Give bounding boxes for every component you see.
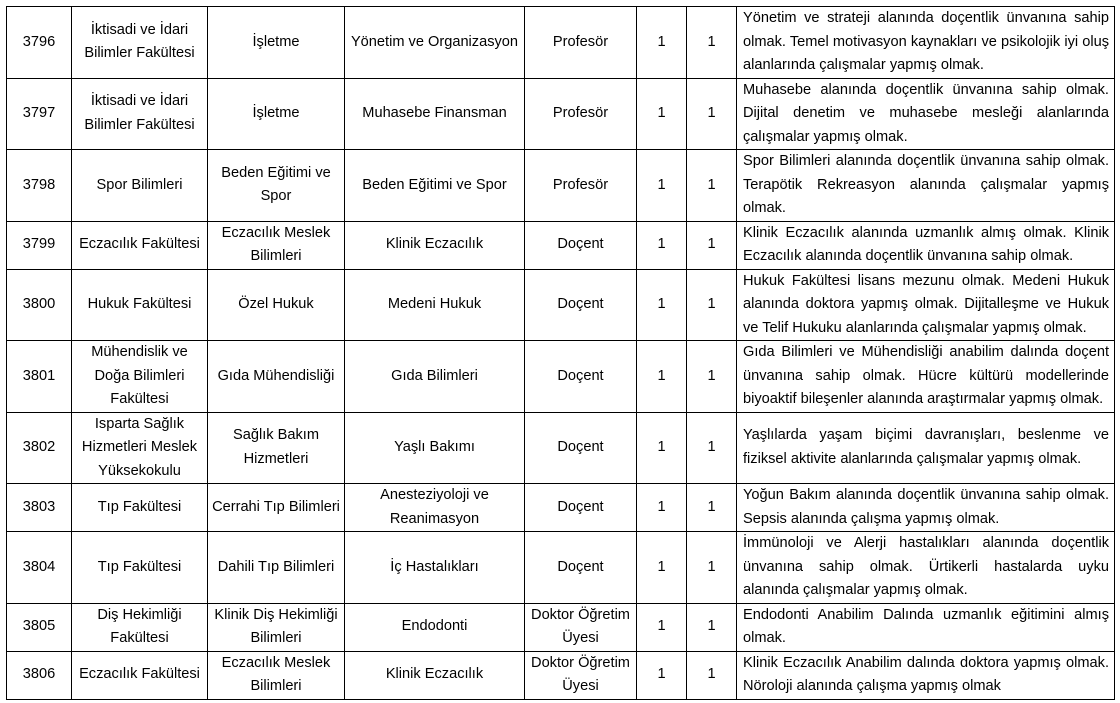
title-cell: Doçent: [525, 532, 637, 604]
table-row: [7, 484, 1115, 532]
count-cell: 1: [687, 7, 737, 79]
count-cell: 1: [687, 269, 737, 341]
requirements-cell: Muhasebe alanında doçentlik ünvanına sahip olmak. Dijital denetim ve muhasebe mesleği alanlarında çalışmalar yapmış olmak.: [737, 78, 1115, 150]
faculty-cell: Isparta Sağlık Hizmetleri Meslek Yüksekokulu: [72, 412, 208, 484]
department-cell: Eczacılık Meslek Bilimleri: [208, 651, 345, 699]
count-cell: 1: [687, 603, 737, 651]
department-cell: Sağlık Bakım Hizmetleri: [208, 412, 345, 484]
title-cell: Profesör: [525, 78, 637, 150]
faculty-cell: İktisadi ve İdari Bilimler Fakültesi: [72, 7, 208, 79]
position-number: 3796: [7, 7, 72, 79]
count-cell: 1: [637, 532, 687, 604]
faculty-cell: Hukuk Fakültesi: [72, 269, 208, 341]
count-cell: 1: [687, 341, 737, 413]
title-cell: Doktor Öğretim Üyesi: [525, 603, 637, 651]
count-cell: 1: [637, 78, 687, 150]
count-cell: 1: [687, 150, 737, 222]
table-row: [7, 150, 1115, 222]
faculty-cell: Mühendislik ve Doğa Bilimleri Fakültesi: [72, 341, 208, 413]
field-cell: Klinik Eczacılık: [345, 221, 525, 269]
department-cell: Beden Eğitimi ve Spor: [208, 150, 345, 222]
faculty-cell: İktisadi ve İdari Bilimler Fakültesi: [72, 78, 208, 150]
count-cell: 1: [637, 7, 687, 79]
requirements-cell: Klinik Eczacılık alanında uzmanlık almış olmak. Klinik Eczacılık alanında doçentlik ünvanına sahip olmak.: [737, 221, 1115, 269]
field-cell: Gıda Bilimleri: [345, 341, 525, 413]
faculty-cell: Diş Hekimliği Fakültesi: [72, 603, 208, 651]
field-cell: Yaşlı Bakımı: [345, 412, 525, 484]
faculty-cell: Spor Bilimleri: [72, 150, 208, 222]
position-number: 3797: [7, 78, 72, 150]
count-cell: 1: [687, 651, 737, 699]
department-cell: Cerrahi Tıp Bilimleri: [208, 484, 345, 532]
requirements-cell: Spor Bilimleri alanında doçentlik ünvanına sahip olmak. Terapötik Rekreasyon alanında çalışmalar yapmış olmak.: [737, 150, 1115, 222]
department-cell: Gıda Mühendisliği: [208, 341, 345, 413]
requirements-cell: Yönetim ve strateji alanında doçentlik ünvanına sahip olmak. Temel motivasyon kaynakları ve psikolojik iyi oluş alanlarında çalışmalar yapmış olmak.: [737, 7, 1115, 79]
count-cell: 1: [637, 221, 687, 269]
requirements-cell: Endodonti Anabilim Dalında uzmanlık eğitimini almış olmak.: [737, 603, 1115, 651]
position-number: 3806: [7, 651, 72, 699]
department-cell: Dahili Tıp Bilimleri: [208, 532, 345, 604]
count-cell: 1: [637, 484, 687, 532]
count-cell: 1: [687, 532, 737, 604]
title-cell: Doktor Öğretim Üyesi: [525, 651, 637, 699]
faculty-cell: Tıp Fakültesi: [72, 532, 208, 604]
count-cell: 1: [637, 150, 687, 222]
position-number: 3798: [7, 150, 72, 222]
title-cell: Doçent: [525, 269, 637, 341]
title-cell: Profesör: [525, 7, 637, 79]
requirements-cell: Klinik Eczacılık Anabilim dalında doktora yapmış olmak. Nöroloji alanında çalışma yapmış olmak: [737, 651, 1115, 699]
department-cell: İşletme: [208, 78, 345, 150]
requirements-cell: Yoğun Bakım alanında doçentlik ünvanına sahip olmak. Sepsis alanında çalışma yapmış olmak.: [737, 484, 1115, 532]
field-cell: İç Hastalıkları: [345, 532, 525, 604]
field-cell: Endodonti: [345, 603, 525, 651]
faculty-cell: Eczacılık Fakültesi: [72, 651, 208, 699]
field-cell: Anesteziyoloji ve Reanimasyon: [345, 484, 525, 532]
faculty-cell: Eczacılık Fakültesi: [72, 221, 208, 269]
table-row: [7, 7, 1115, 79]
position-number: 3802: [7, 412, 72, 484]
title-cell: Profesör: [525, 150, 637, 222]
department-cell: Klinik Diş Hekimliği Bilimleri: [208, 603, 345, 651]
count-cell: 1: [637, 603, 687, 651]
count-cell: 1: [637, 341, 687, 413]
table-row: [7, 221, 1115, 269]
position-number: 3801: [7, 341, 72, 413]
field-cell: Medeni Hukuk: [345, 269, 525, 341]
table-row: [7, 532, 1115, 604]
field-cell: Beden Eğitimi ve Spor: [345, 150, 525, 222]
faculty-cell: Tıp Fakültesi: [72, 484, 208, 532]
department-cell: İşletme: [208, 7, 345, 79]
title-cell: Doçent: [525, 341, 637, 413]
position-number: 3805: [7, 603, 72, 651]
table-row: [7, 651, 1115, 699]
count-cell: 1: [687, 484, 737, 532]
count-cell: 1: [637, 269, 687, 341]
table-row: [7, 78, 1115, 150]
position-number: 3800: [7, 269, 72, 341]
count-cell: 1: [687, 412, 737, 484]
count-cell: 1: [687, 78, 737, 150]
field-cell: Muhasebe Finansman: [345, 78, 525, 150]
count-cell: 1: [637, 412, 687, 484]
field-cell: Klinik Eczacılık: [345, 651, 525, 699]
table-row: [7, 269, 1115, 341]
table-row: [7, 341, 1115, 413]
requirements-cell: Hukuk Fakültesi lisans mezunu olmak. Medeni Hukuk alanında doktora yapmış olmak. Dijitalleşme ve Hukuk ve Telif Hukuku alanlarında çalışmalar yapmış olmak.: [737, 269, 1115, 341]
position-number: 3803: [7, 484, 72, 532]
title-cell: Doçent: [525, 221, 637, 269]
department-cell: Eczacılık Meslek Bilimleri: [208, 221, 345, 269]
requirements-cell: Yaşlılarda yaşam biçimi davranışları, beslenme ve fiziksel aktivite alanlarında çalışmalar yapmış olmak.: [737, 412, 1115, 484]
field-cell: Yönetim ve Organizasyon: [345, 7, 525, 79]
title-cell: Doçent: [525, 484, 637, 532]
position-number: 3799: [7, 221, 72, 269]
table-row: [7, 412, 1115, 484]
count-cell: 1: [637, 651, 687, 699]
positions-table: [6, 6, 1115, 700]
table-row: [7, 603, 1115, 651]
title-cell: Doçent: [525, 412, 637, 484]
department-cell: Özel Hukuk: [208, 269, 345, 341]
requirements-cell: Gıda Bilimleri ve Mühendisliği anabilim dalında doçent ünvanına sahip olmak. Hücre kültürü modellerinde biyoaktif bileşenler alanında araştırmalar yapmış olmak.: [737, 341, 1115, 413]
count-cell: 1: [687, 221, 737, 269]
position-number: 3804: [7, 532, 72, 604]
requirements-cell: İmmünoloji ve Alerji hastalıkları alanında doçentlik ünvanına sahip olmak. Ürtikerli hastalarda uyku alanında çalışmalar yapmış olmak.: [737, 532, 1115, 604]
